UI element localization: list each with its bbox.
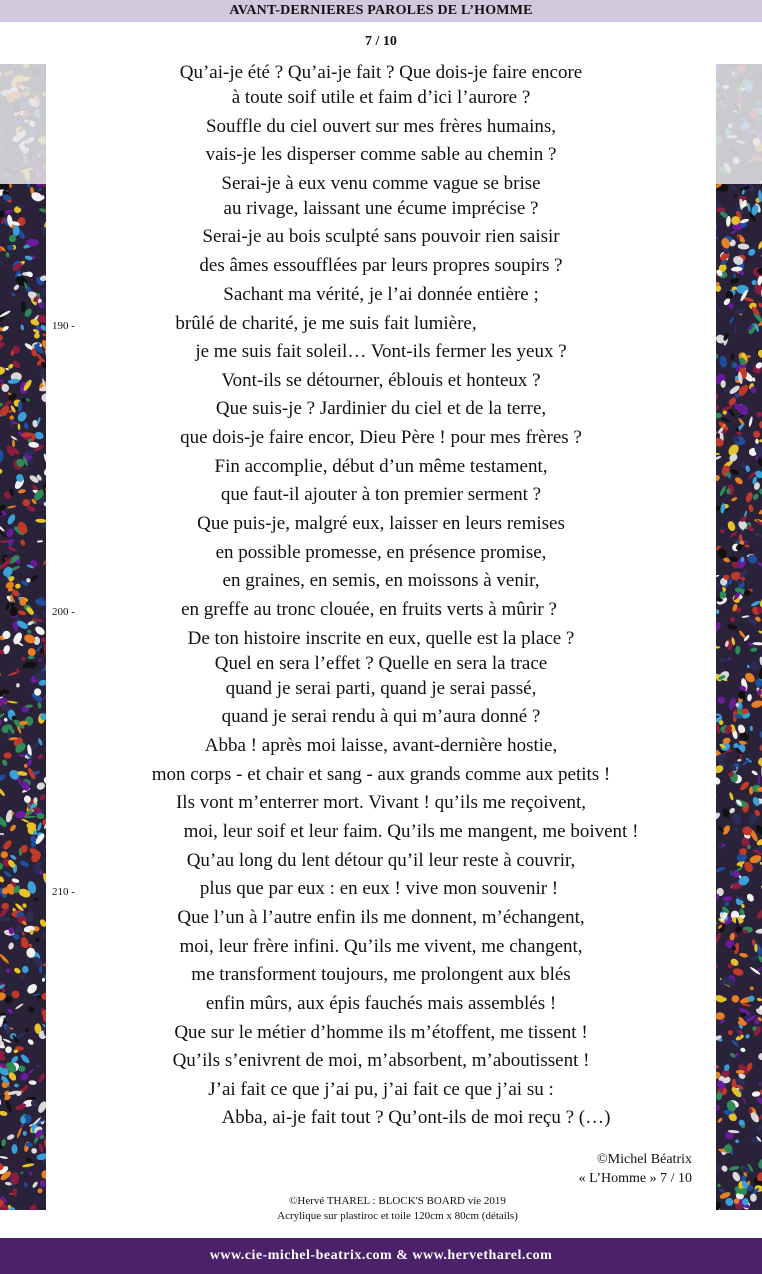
- poem-line: Abba, ai-je fait tout ? Qu’ont-ils de moi reçu ? (…): [221, 1107, 611, 1128]
- poem-line: à toute soif utile et faim d’ici l’aurore ?: [231, 87, 531, 108]
- poem-line: Que puis-je, malgré eux, laisser en leurs remises: [197, 513, 565, 534]
- author-credit: ©Michel Béatrix: [597, 1152, 692, 1167]
- page-header: AVANT-DERNIERES PAROLES DE L’HOMME: [0, 0, 762, 22]
- line-number: 200 -: [52, 606, 75, 618]
- poem-line: J’ai fait ce que j’ai pu, j’ai fait ce que j’ai su :: [208, 1079, 554, 1100]
- poem-line: Que sur le métier d’homme ils m’étoffent, me tissent !: [174, 1022, 588, 1043]
- poem-line: enfin mûrs, aux épis fauchés mais assemblés !: [205, 993, 557, 1014]
- poem-line: Fin accomplie, début d’un même testament,: [214, 456, 548, 477]
- poem-line: Abba ! après moi laisse, avant-dernière hostie,: [204, 735, 558, 756]
- poem-line: moi, leur frère infini. Qu’ils me vivent, me changent,: [179, 936, 583, 957]
- poem-line: en greffe au tronc clouée, en fruits verts à mûrir ?: [181, 599, 557, 620]
- poem-line: Ils vont m’enterrer mort. Vivant ! qu’ils me reçoivent,: [175, 792, 587, 813]
- poem-line: Serai-je à eux venu comme vague se brise: [221, 173, 541, 194]
- artwork-medium: Acrylique sur plastiroc et toile 120cm x 80cm (détails): [277, 1210, 518, 1222]
- poem-line: vais-je les disperser comme sable au chemin ?: [205, 144, 557, 165]
- poem-line: Sachant ma vérité, je l’ai donnée entière ;: [223, 284, 539, 305]
- poem-line: Que suis-je ? Jardinier du ciel et de la terre,: [215, 398, 547, 419]
- line-number: 210 -: [52, 886, 75, 898]
- artwork-caption: ©Hervé THAREL : BLOCK'S BOARD vie 2019: [289, 1195, 506, 1207]
- poem-line: que dois-je faire encor, Dieu Père ! pour mes frères ?: [180, 427, 582, 448]
- site-footer: [0, 1238, 762, 1274]
- poem-line: De ton histoire inscrite en eux, quelle est la place ?: [187, 628, 575, 649]
- poem-line: me transforment toujours, me prolongent aux blés: [191, 964, 571, 985]
- poem-line: quand je serai rendu à qui m’aura donné ?: [221, 706, 541, 727]
- poem-line: Quel en sera l’effet ? Quelle en sera la trace: [214, 653, 548, 674]
- poem-line: moi, leur soif et leur faim. Qu’ils me mangent, me boivent !: [183, 821, 639, 842]
- poem-line: Serai-je au bois sculpté sans pouvoir rien saisir: [202, 226, 560, 247]
- poem-line: des âmes essoufflées par leurs propres soupirs ?: [199, 255, 563, 276]
- poem-line: mon corps - et chair et sang - aux grands comme aux petits !: [151, 764, 611, 785]
- poem-line: Qu’ils s’enivrent de moi, m’absorbent, m’aboutissent !: [172, 1050, 590, 1071]
- poem-line: quand je serai parti, quand je serai passé,: [225, 678, 537, 699]
- poem-line: Que l’un à l’autre enfin ils me donnent, m’échangent,: [177, 907, 585, 928]
- poem-line: je me suis fait soleil… Vont-ils fermer les yeux ?: [195, 341, 567, 362]
- poem-line: Souffle du ciel ouvert sur mes frères humains,: [205, 116, 556, 137]
- poem-line: Qu’ai-je été ? Qu’ai-je fait ? Que dois-je faire encore: [179, 62, 583, 83]
- work-credit: « L’Homme » 7 / 10: [578, 1171, 692, 1186]
- poem-line: que faut-il ajouter à ton premier serment ?: [220, 484, 542, 505]
- poem-line: brûlé de charité, je me suis fait lumière,: [175, 313, 477, 334]
- page-number: 7 / 10: [365, 34, 397, 49]
- poem-line: Qu’au long du lent détour qu’il leur reste à couvrir,: [186, 850, 576, 871]
- poem-line: en graines, en semis, en moissons à venir,: [222, 570, 540, 591]
- line-number: 190 -: [52, 320, 75, 332]
- footer-links[interactable]: www.cie-michel-beatrix.com & www.hervetharel.com: [209, 1248, 553, 1263]
- poem-line: plus que par eux : en eux ! vive mon souvenir !: [199, 878, 559, 899]
- poem-line: en possible promesse, en présence promise,: [215, 542, 547, 563]
- poem-line: au rivage, laissant une écume imprécise ?: [223, 198, 539, 219]
- poem-line: Vont-ils se détourner, éblouis et honteux ?: [221, 370, 541, 391]
